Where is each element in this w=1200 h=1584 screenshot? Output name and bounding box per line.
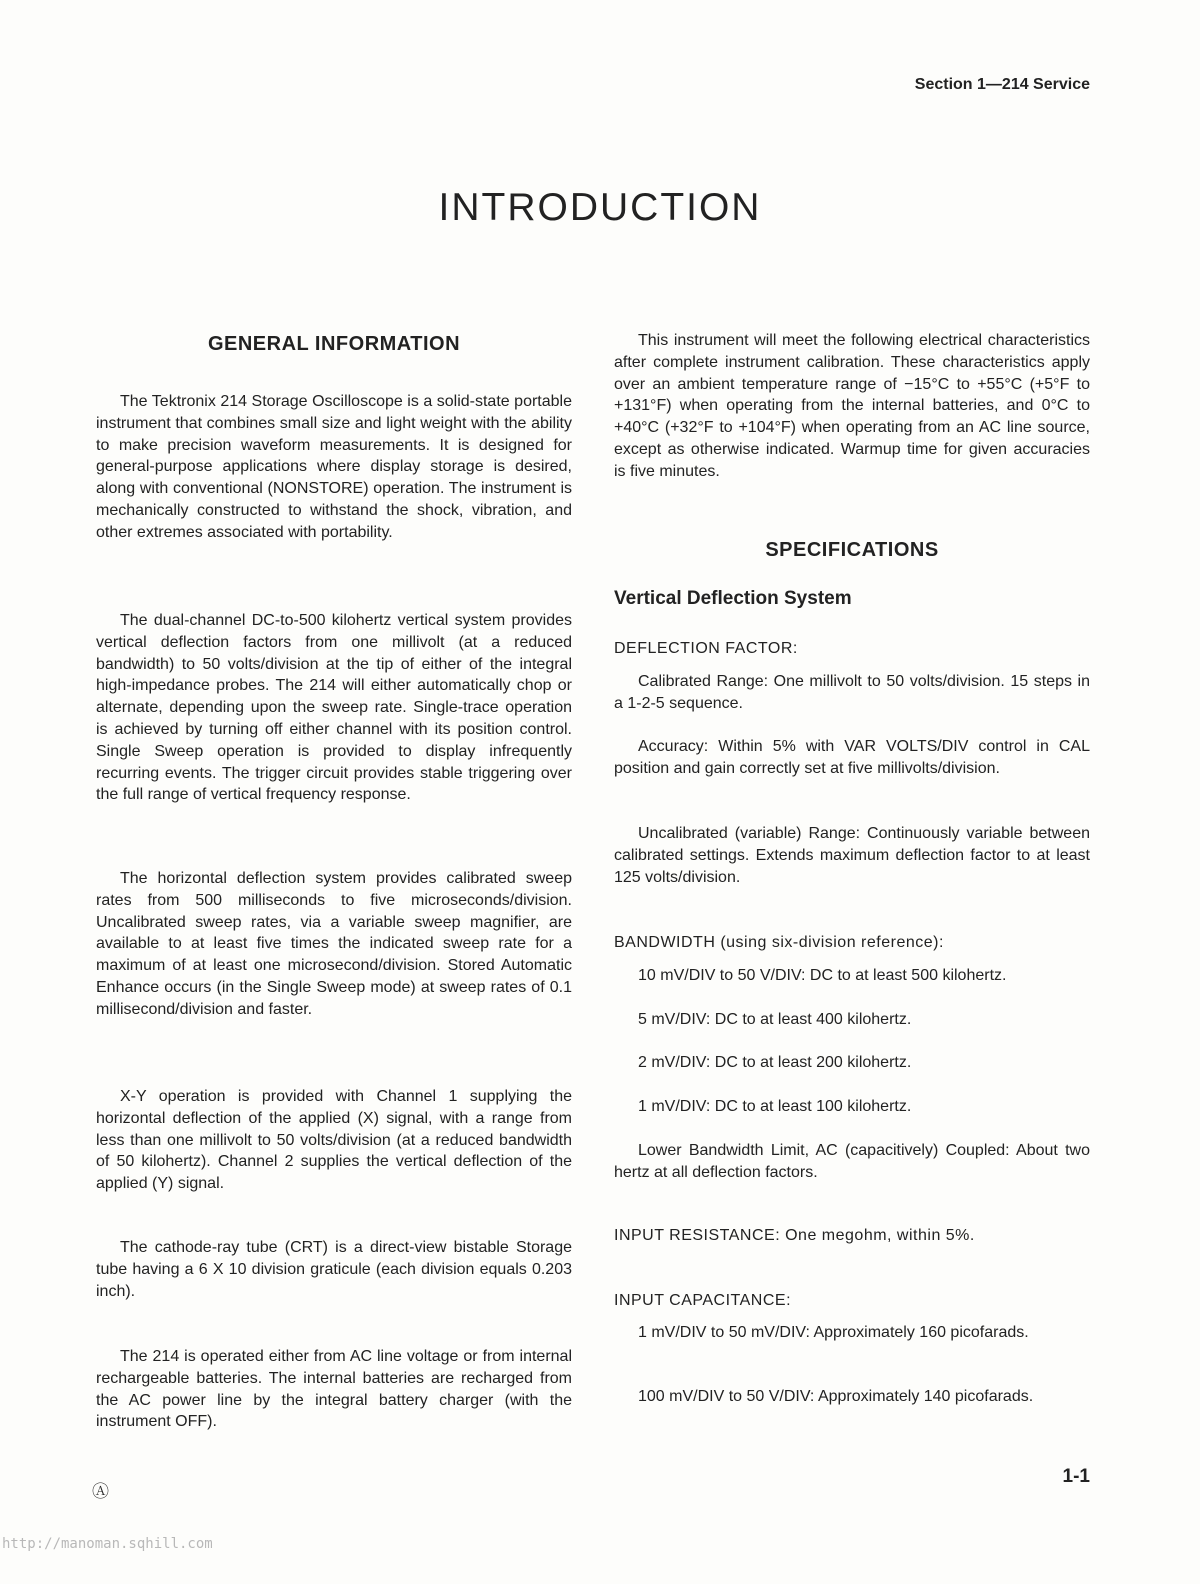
accuracy-item: Accuracy: Within 5% with VAR VOLTS/DIV control in CAL position and gain correctly set at five millivolts/division.: [614, 738, 1090, 777]
paragraph-vertical-system: The dual-channel DC-to-500 kilohertz vertical system provides vertical deflection factors from one millivolt (at a reduced bandwidth) to 50 volts/division at the tip of either of the integral high-impedance probes. The 214 will either automatically chop or alternate, depending upon the sweep rate. Single-trace operation is achieved by turning off either channel with its position control. Single Sweep operation is provided to display infrequently recurring events. The trigger circuit provides stable triggering over the full range of vertical frequency response.: [96, 612, 572, 804]
paragraph-power: The 214 is operated either from AC line voltage or from internal rechargeable batteries. The internal batteries are recharged from the AC power line by the integral battery charger (with the instrument OFF).: [96, 1348, 572, 1431]
section-header: Section 1—214 Service: [914, 76, 1090, 93]
paragraph-xy-operation: X-Y operation is provided with Channel 1 supplying the horizontal deflection of the applied (X) signal, with a range from less than one millivolt to 50 volts/division (at a reduced bandwidth of 50 kilohertz). Channel 2 supplies the vertical deflection of the applied (Y) signal.: [96, 1088, 572, 1193]
page-title: INTRODUCTION: [438, 186, 762, 229]
calibrated-range-item: Calibrated Range: One millivolt to 50 volts/division. 15 steps in a 1-2-5 sequence.: [614, 673, 1090, 712]
general-information-heading: GENERAL INFORMATION: [207, 333, 461, 355]
bandwidth-label: BANDWIDTH (using six-division reference):: [614, 934, 944, 951]
vertical-deflection-heading: Vertical Deflection System: [614, 588, 852, 609]
uncalibrated-range-item: Uncalibrated (variable) Range: Continuously variable between calibrated settings. Extends maximum deflection factor to at least 125 volts/division.: [614, 825, 1090, 886]
bandwidth-item-10mv: 10 mV/DIV to 50 V/DIV: DC to at least 500 kilohertz.: [638, 967, 1007, 984]
paragraph-horizontal-system: The horizontal deflection system provides calibrated sweep rates from 500 milliseconds to five microseconds/division. Uncalibrated sweep rates, via a variable sweep magnifier, are available to at least five times the indicated sweep rate for a maximum of at least one microsecond/division. Stored Automatic Enhance occurs (in the Single Sweep mode) at sweep rates of 0.1 millisecond/division and faster.: [96, 870, 572, 1018]
page-number: 1-1: [1062, 1466, 1090, 1487]
specifications-heading: SPECIFICATIONS: [765, 539, 939, 561]
input-capacitance-label: INPUT CAPACITANCE:: [614, 1292, 792, 1309]
lower-bandwidth-limit-item: Lower Bandwidth Limit, AC (capacitively) Coupled: About two hertz at all deflection factors.: [614, 1142, 1090, 1181]
watermark-url: http://manoman.sqhill.com: [2, 1536, 213, 1552]
paragraph-crt: The cathode-ray tube (CRT) is a direct-view bistable Storage tube having a 6 X 10 division graticule (each division equals 0.203 inch).: [96, 1239, 572, 1300]
paragraph-characteristics: This instrument will meet the following electrical characteristics after complete instrument calibration. These characteristics apply over an ambient temperature range of −15°C to +55°C (+5°F to +131°F) when operating from the internal batteries, and 0°C to +40°C (+32°F to +104°F) when operating from an AC line source, except as otherwise indicated. Warmup time for given accuracies is five minutes.: [614, 332, 1090, 480]
bandwidth-item-1mv: 1 mV/DIV: DC to at least 100 kilohertz.: [638, 1098, 912, 1115]
capacitance-item-low: 1 mV/DIV to 50 mV/DIV: Approximately 160 picofarads.: [638, 1324, 1029, 1341]
bandwidth-item-5mv: 5 mV/DIV: DC to at least 400 kilohertz.: [638, 1011, 912, 1028]
bandwidth-item-2mv: 2 mV/DIV: DC to at least 200 kilohertz.: [638, 1054, 912, 1071]
revision-symbol: Ⓐ: [92, 1482, 109, 1501]
input-resistance-item: INPUT RESISTANCE: One megohm, within 5%.: [614, 1227, 975, 1244]
paragraph-overview: The Tektronix 214 Storage Oscilloscope is a solid-state portable instrument that combines small size and light weight with the ability to make precision waveform measurements. It is designed for general-purpose applications where display storage is desired, along with conventional (NONSTORE) operation. The instrument is mechanically constructed to withstand the shock, vibration, and other extremes associated with portability.: [96, 393, 572, 541]
capacitance-item-high: 100 mV/DIV to 50 V/DIV: Approximately 140 picofarads.: [638, 1388, 1034, 1405]
deflection-factor-label: DEFLECTION FACTOR:: [614, 640, 798, 657]
